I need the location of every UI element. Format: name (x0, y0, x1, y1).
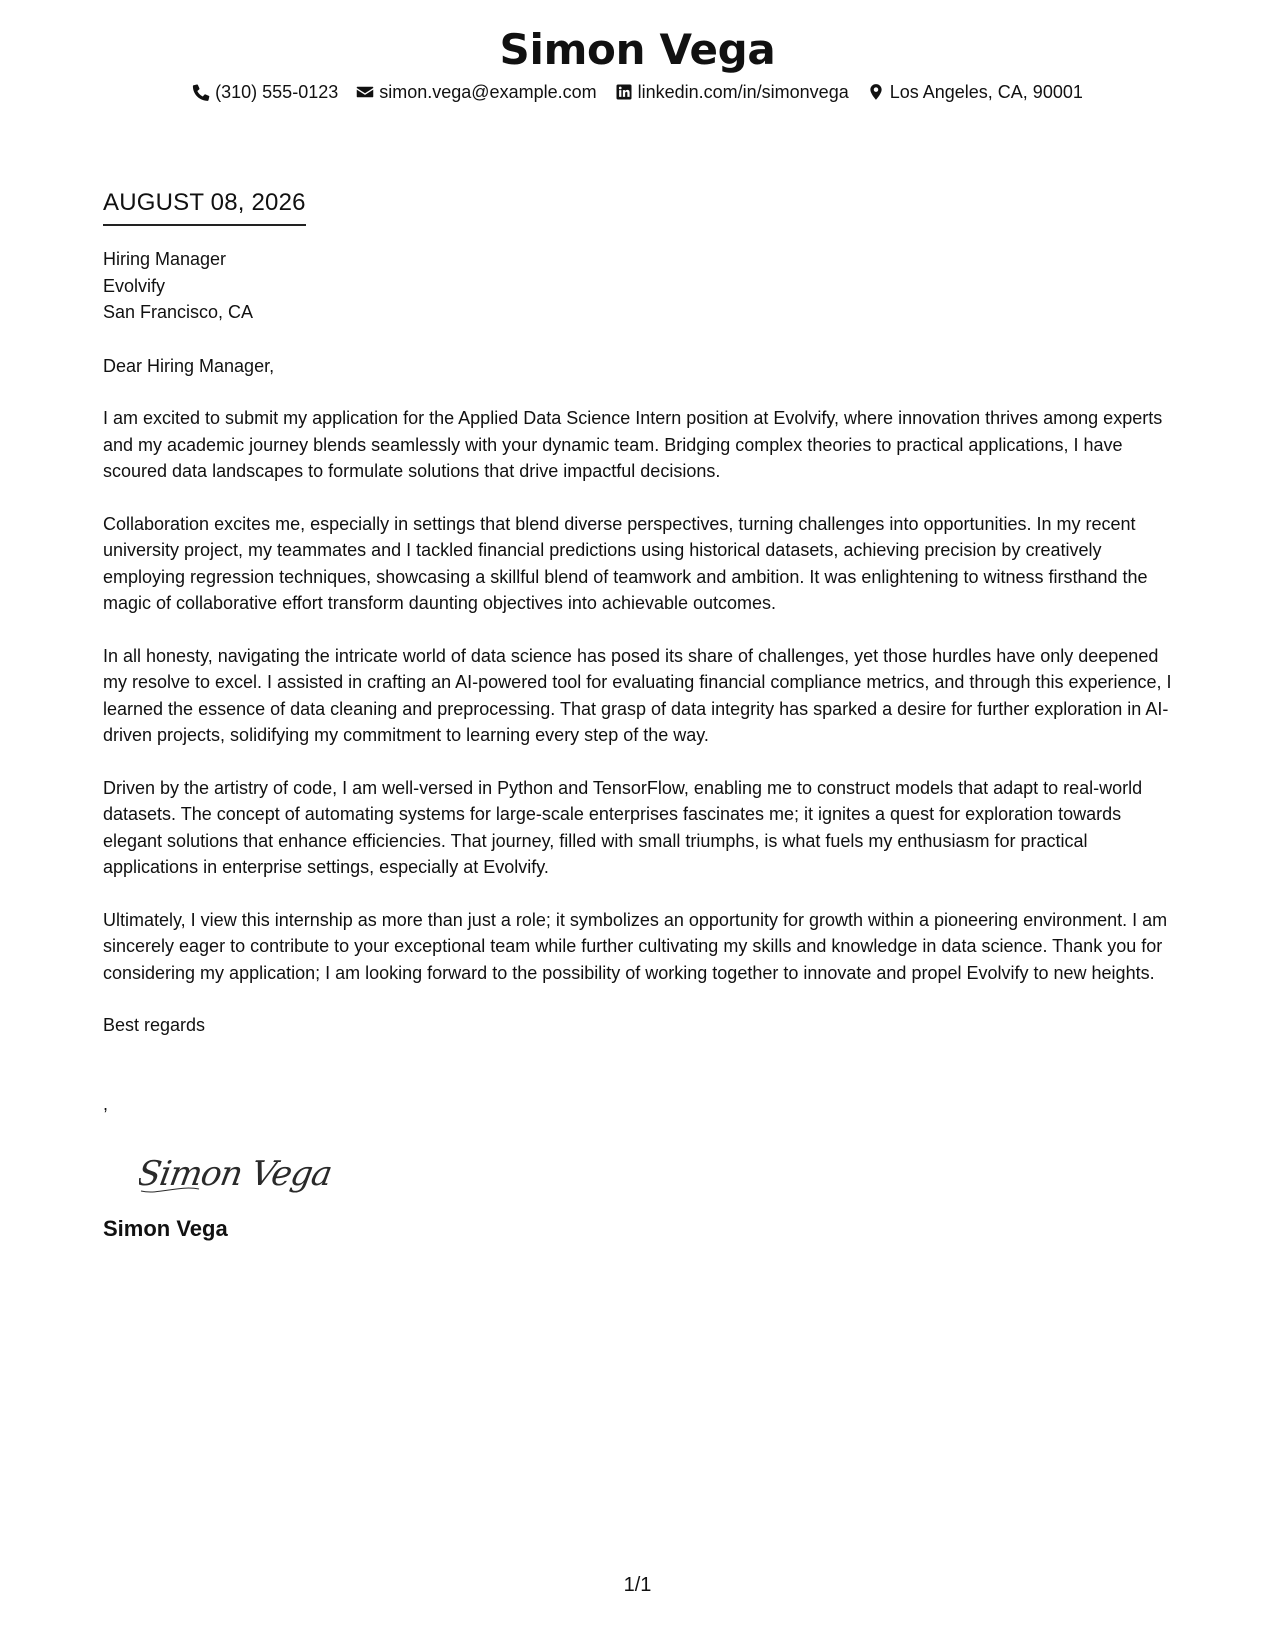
contact-linkedin[interactable] (615, 80, 849, 104)
location-text: Los Angeles, CA, 90001 (889, 82, 1083, 102)
closing-phrase: Best regards (103, 1015, 206, 1035)
recipient-block (103, 246, 1178, 326)
contact-email[interactable] (356, 80, 596, 104)
closing-comma: , (103, 1093, 109, 1114)
signer-name: Simon Vega (103, 1215, 228, 1241)
body-paragraph: I am excited to submit my application for the Applied Data Science Intern position at Evolvify, where innovation thrives among experts and my academic journey blends seamlessly with your dynamic team. Bridging complex theories to practical applications, I have scoured data landscapes to formulate solutions that drive impactful decisions. (103, 408, 1163, 481)
recipient-company: Evolvify (103, 275, 166, 296)
body-paragraph: Ultimately, I view this internship as more than just a role; it symbolizes an opportunity for growth within a pioneering environment. I am sincerely eager to contribute to your exceptional team while further cultivating my skills and knowledge in data science. Thank you for considering my application; I am looking forward to the possibility of working together to innovate and propel Evolvify to new heights. (103, 909, 1168, 983)
page-number: 1/1 (623, 1574, 652, 1596)
salutation: Dear Hiring Manager, (103, 355, 275, 376)
contact-phone[interactable] (192, 80, 338, 104)
linkedin-text: linkedin.com/in/simonvega (637, 82, 849, 102)
contact-info-row (0, 80, 1275, 104)
envelope-icon (356, 83, 374, 101)
phone-text: (310) 555-0123 (215, 82, 339, 102)
linkedin-icon (615, 83, 633, 101)
letter-header (0, 22, 1275, 104)
applicant-name: Simon Vega (499, 25, 776, 74)
contact-location[interactable] (867, 80, 1083, 104)
handwritten-signature (139, 1145, 339, 1201)
svg-text:Simon Vega: Simon Vega (139, 1153, 335, 1194)
letter-date: AUGUST 08, 2026 (103, 188, 306, 226)
email-text: simon.vega@example.com (379, 82, 597, 102)
recipient-location: San Francisco, CA (103, 302, 254, 322)
body-paragraph: Collaboration excites me, especially in settings that blend diverse perspectives, turning challenges into opportunities. In my recent university project, my teammates and I tackled financial predictions using historical datasets, achieving precision by creatively employing regression techniques, showcasing a skillful blend of teamwork and ambition. It was enlightening to witness firsthand the magic of collaborative effort transform daunting objectives into achievable outcomes. (103, 513, 1148, 613)
recipient-title: Hiring Manager (103, 249, 227, 269)
body-paragraph: Driven by the artistry of code, I am well-versed in Python and TensorFlow, enabling me to construct models that adapt to real-world datasets. The concept of automating systems for large-scale enterprises fascinates me; it ignites a quest for exploration towards elegant solutions that enhance efficiencies. That journey, filled with small triumphs, is what fuels my enthusiasm for practical applications in enterprise settings, especially at Evolvify. (103, 777, 1143, 877)
body-paragraph: In all honesty, navigating the intricate world of data science has posed its share of challenges, yet those hurdles have only deepened my resolve to excel. I assisted in crafting an AI-powered tool for evaluating financial compliance metrics, and through this experience, I learned the essence of data cleaning and preprocessing. That grasp of data integrity has sparked a desire for further exploration in AI-driven projects, solidifying my commitment to learning every step of the way. (103, 645, 1172, 745)
map-marker-icon (867, 83, 885, 101)
letter-body (103, 188, 1178, 1243)
phone-icon (192, 83, 210, 101)
